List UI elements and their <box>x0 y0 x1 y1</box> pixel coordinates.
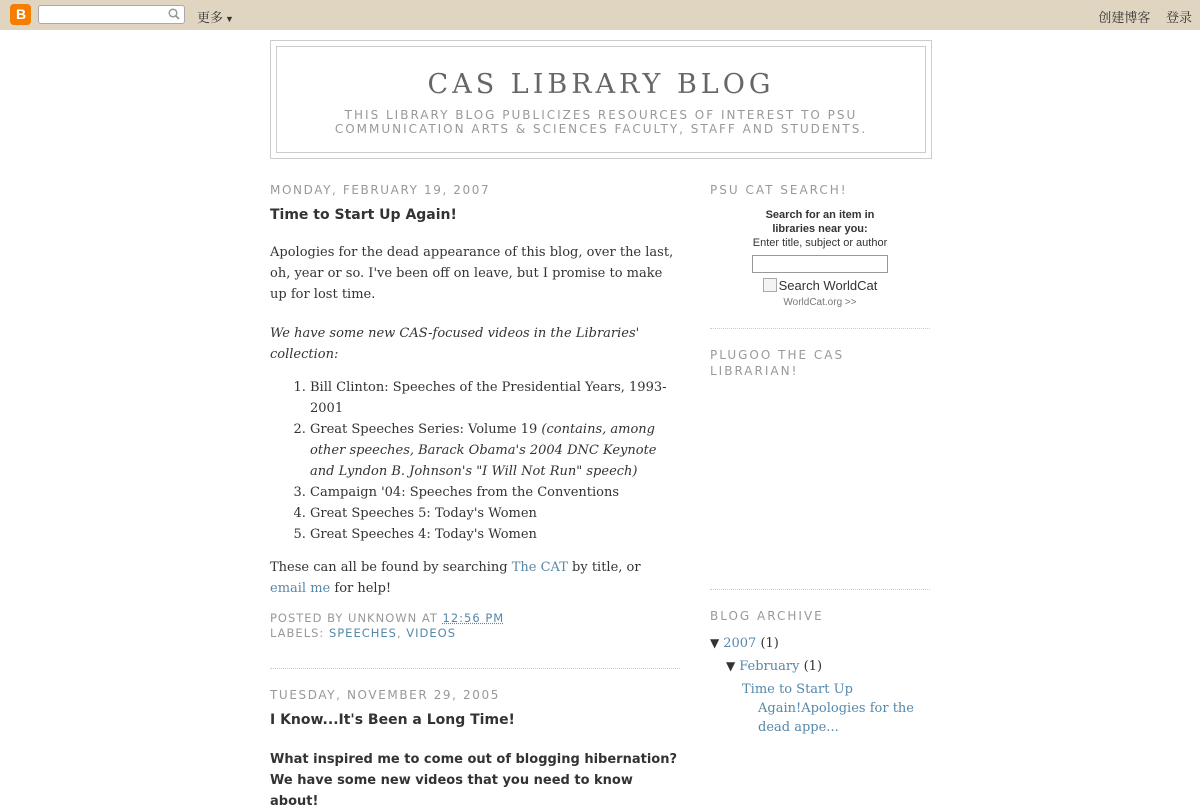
worldcat-org-link[interactable]: WorldCat.org >> <box>783 297 857 308</box>
post-2 <box>270 687 680 812</box>
more-menu-label: 更多 <box>197 10 224 25</box>
blog-archive-heading: BLOG ARCHIVE <box>710 609 824 623</box>
expand-triangle-icon[interactable]: ▼ <box>726 659 736 673</box>
post-paragraph: What inspired me to come out of blogging hibernation? We have some new videos that you need to know about! <box>270 752 678 809</box>
list-item: 1. Bill Clinton: Speeches of the Presidential Years, 1993-2001 <box>310 377 680 419</box>
blog-header <box>270 40 932 159</box>
archive-month-link[interactable]: February <box>739 659 800 674</box>
login-link[interactable]: 登录 <box>1165 10 1192 25</box>
worldcat-heading: Search for an item in libraries near you: <box>765 209 875 235</box>
sidebar-divider <box>710 328 930 329</box>
list-item: 3. Campaign '04: Speeches from the Conventions <box>310 482 680 503</box>
worldcat-search-input[interactable] <box>752 255 888 273</box>
navbar-right-links <box>1086 7 1192 26</box>
plugoo-widget <box>710 379 930 589</box>
worldcat-search-button[interactable]: Search WorldCat <box>710 278 930 294</box>
post-title[interactable]: I Know...It's Been a Long Time! <box>270 712 515 728</box>
post-title[interactable]: Time to Start Up Again! <box>270 207 457 223</box>
list-item: 2. Great Speeches Series: Volume 19 (contains, among other speeches, Barack Obama's 2004 DNC Keynote and Lyndon B. Johnson's "I Will Not Run" speech) <box>310 419 680 482</box>
label-speeches-link[interactable]: SPEECHES <box>328 626 397 640</box>
navbar-search-box <box>38 5 185 24</box>
post-body <box>270 242 680 599</box>
blog-archive <box>710 632 930 737</box>
archive-post-link[interactable]: Time to Start Up Again!Apologies for the dead appe... <box>742 682 914 735</box>
email-me-link[interactable]: email me <box>270 581 331 596</box>
post-footer <box>270 611 680 641</box>
archive-year: ▼ 2007 (1) <box>710 636 779 651</box>
post-labels: LABELS: SPEECHES, VIDEOS <box>270 626 456 640</box>
sidebar-divider <box>710 589 930 590</box>
post-date: MONDAY, FEBRUARY 19, 2007 <box>270 183 491 197</box>
label-videos-link[interactable]: VIDEOS <box>406 626 456 640</box>
blog-description: THIS LIBRARY BLOG PUBLICIZES RESOURCES OF INTEREST TO PSU COMMUNICATION ARTS & SCIENCES FACULTY, STAFF AND STUDENTS. <box>334 108 868 136</box>
search-icon[interactable] <box>168 8 180 20</box>
posted-by: POSTED BY UNKNOWN AT 12:56 PM <box>270 611 505 625</box>
post-divider <box>270 668 680 669</box>
blog-title[interactable]: CAS LIBRARY BLOG <box>427 69 775 100</box>
chevron-down-icon: ▼ <box>225 14 234 24</box>
main-column <box>270 182 680 812</box>
post-paragraph-italic: We have some new CAS-focused videos in the Libraries' collection: <box>270 326 640 362</box>
navbar-search-input[interactable] <box>39 9 159 26</box>
worldcat-search-widget <box>710 208 930 308</box>
worldcat-subheading: Enter title, subject or author <box>752 237 888 249</box>
the-cat-link[interactable]: The CAT <box>511 560 568 575</box>
archive-post <box>710 680 930 737</box>
post-closing: These can all be found by searching The CAT by title, or email me for help! <box>270 560 641 596</box>
list-item: 4. Great Speeches 5: Today's Women <box>310 503 680 524</box>
more-menu-button[interactable] <box>197 7 234 26</box>
archive-month: ▼ February (1) <box>726 659 823 674</box>
create-blog-link[interactable]: 创建博客 <box>1098 10 1151 25</box>
post-timestamp-link[interactable]: 12:56 PM <box>442 611 505 625</box>
broken-image-icon <box>763 278 777 292</box>
sidebar <box>710 182 930 737</box>
psu-cat-search-heading: PSU CAT SEARCH! <box>710 183 848 197</box>
blog-header-inner <box>276 46 926 153</box>
video-list <box>310 377 680 545</box>
list-item: 5. Great Speeches 4: Today's Women <box>310 524 680 545</box>
blogger-logo-icon[interactable] <box>10 4 31 25</box>
plugoo-heading: PLUGOO THE CAS LIBRARIAN! <box>710 348 845 378</box>
top-navbar <box>0 0 1200 30</box>
archive-year-link[interactable]: 2007 <box>723 636 757 651</box>
post-1 <box>270 182 680 641</box>
logo-letter: B <box>16 6 27 22</box>
post-paragraph: Apologies for the dead appearance of this blog, over the last, oh, year or so. I've been off on leave, but I promise to make up for lost time. <box>270 245 674 302</box>
expand-triangle-icon[interactable]: ▼ <box>710 636 720 650</box>
post-date: TUESDAY, NOVEMBER 29, 2005 <box>270 688 500 702</box>
